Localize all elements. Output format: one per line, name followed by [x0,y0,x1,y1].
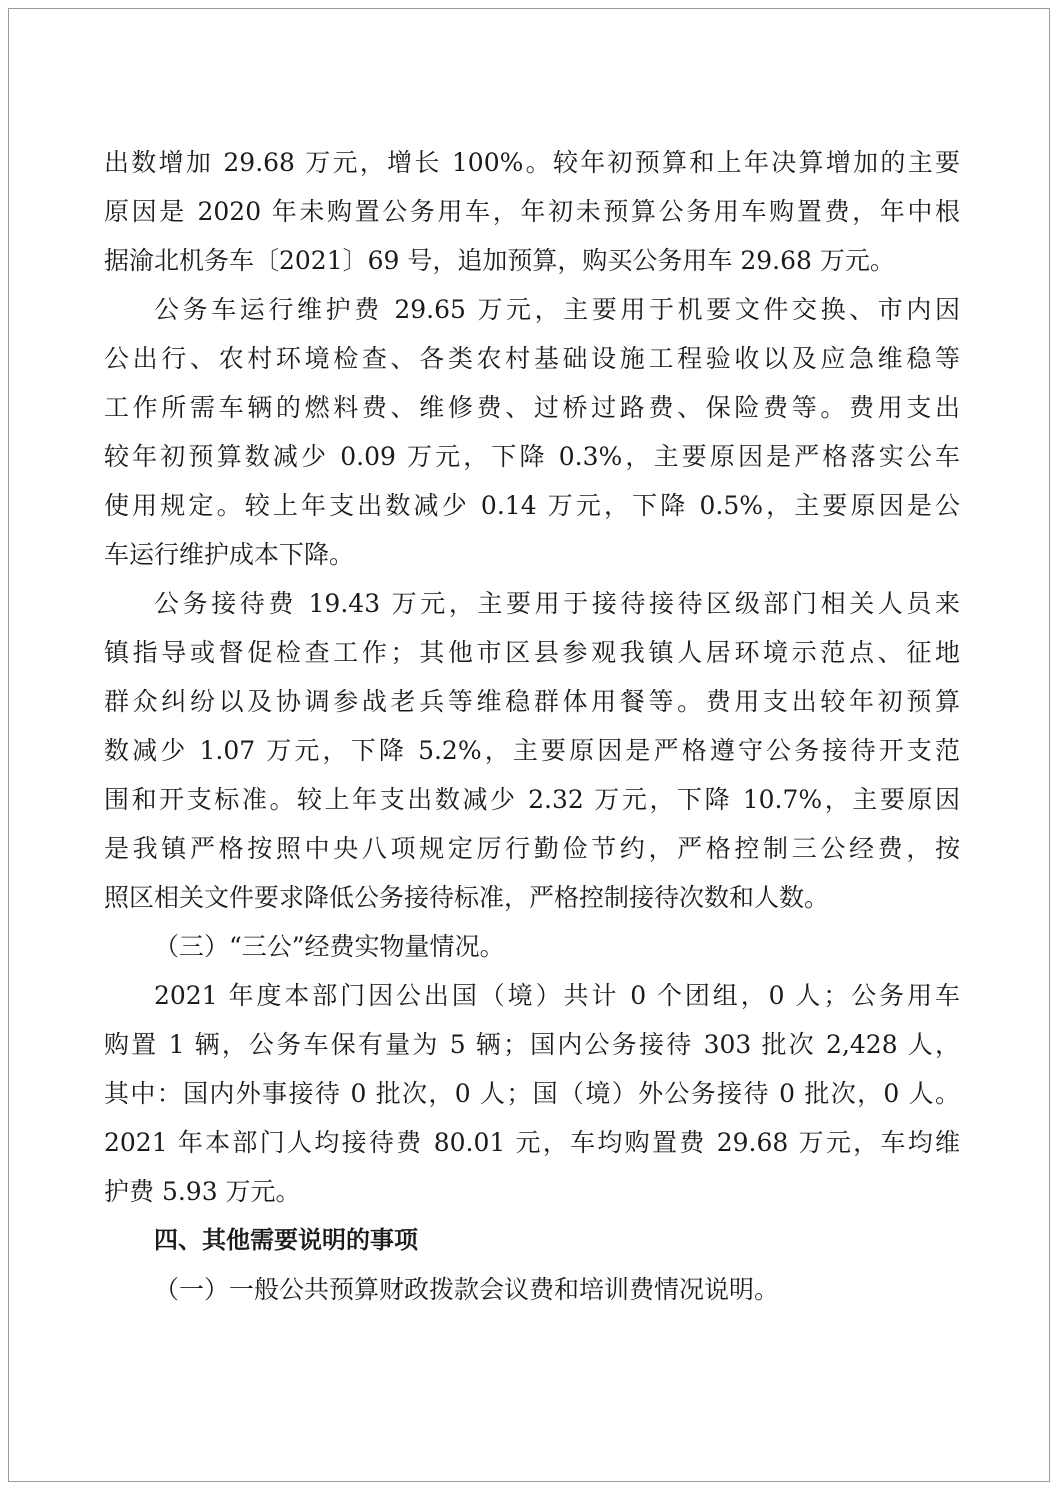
section-subheading: （三）“三公”经费实物量情况。 [154,932,505,961]
document-body [104,138,960,1314]
section-subheading: （一）一般公共预算财政拨款会议费和培训费情况说明。 [154,1275,780,1304]
text-line: 照区相关文件要求降低公务接待标准，严格控制接待次数和人数。 [104,883,830,912]
text-line: 数减少 1.07 万元，下降 5.2%，主要原因是严格遵守公务接待开支范 [104,736,960,765]
paragraph-start-line: 2021 年度本部门因公出国（境）共计 0 个团组，0 人；公务用车 [154,981,960,1010]
text-line: 镇指导或督促检查工作；其他市区县参观我镇人居环境示范点、征地 [104,638,960,667]
paragraph-start-line: 公务接待费 19.43 万元，主要用于接待接待区级部门相关人员来 [154,589,960,618]
text-line: 购置 1 辆，公务车保有量为 5 辆；国内公务接待 303 批次 2,428 人， [104,1030,960,1059]
text-line: 出数增加 29.68 万元，增长 100%。较年初预算和上年决算增加的主要 [104,148,960,177]
text-line: 据渝北机务车〔2021〕69 号，追加预算，购买公务用车 29.68 万元。 [104,246,895,275]
text-line: 2021 年本部门人均接待费 80.01 元，车均购置费 29.68 万元，车均维 [104,1128,960,1157]
text-line: 较年初预算数减少 0.09 万元，下降 0.3%，主要原因是严格落实公车 [104,442,960,471]
text-line: 护费 5.93 万元。 [104,1177,301,1206]
section-heading: 四、其他需要说明的事项 [154,1226,418,1254]
text-line: 群众纠纷以及协调参战老兵等维稳群体用餐等。费用支出较年初预算 [104,687,960,716]
text-line: 围和开支标准。较上年支出数减少 2.32 万元，下降 10.7%，主要原因 [104,785,960,814]
text-line: 原因是 2020 年未购置公务用车，年初未预算公务用车购置费，年中根 [104,197,960,226]
paragraph-start-line: 公务车运行维护费 29.65 万元，主要用于机要文件交换、市内因 [154,295,960,324]
text-line: 其中：国内外事接待 0 批次，0 人；国（境）外公务接待 0 批次，0 人。 [104,1079,960,1108]
text-line: 车运行维护成本下降。 [104,540,355,569]
text-line: 使用规定。较上年支出数减少 0.14 万元，下降 0.5%，主要原因是公 [104,491,960,520]
text-line: 工作所需车辆的燃料费、维修费、过桥过路费、保险费等。费用支出 [104,393,960,422]
text-line: 公出行、农村环境检查、各类农村基础设施工程验收以及应急维稳等 [104,344,960,373]
text-line: 是我镇严格按照中央八项规定厉行勤俭节约，严格控制三公经费，按 [104,834,960,863]
